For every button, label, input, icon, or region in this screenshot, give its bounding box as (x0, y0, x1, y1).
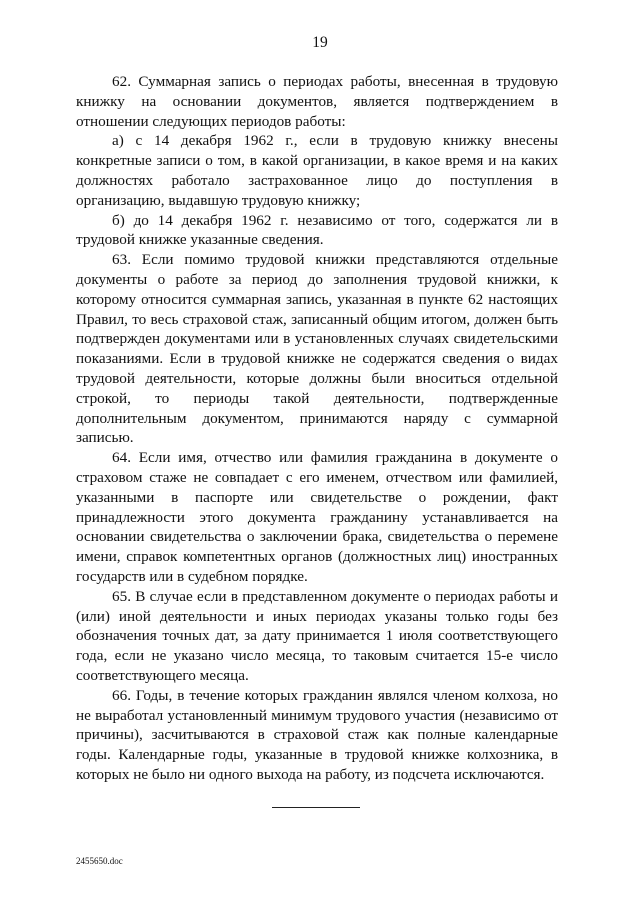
paragraph-64: 64. Если имя, отчество или фамилия гражданина в документе о страховом стаже не совпадает с его именем, отчеством или фамилией, указанными в паспорте или свидетельстве о рождении, факт принадлежности этого документа гражданину устанавливается на основании свидетельства о заключении брака, свидетельства о перемене имени, справок компетентных органов (должностных лиц) иностранных государств или в судебном порядке. (76, 449, 558, 585)
end-separator-line (272, 807, 360, 808)
document-body (76, 72, 558, 785)
document-file-id: 2455650.doc (76, 856, 123, 866)
page-number: 19 (312, 34, 328, 51)
paragraph-62-item-a: а) с 14 декабря 1962 г., если в трудовую книжку внесены конкретные записи о том, в какой организации, в какое время и на каких должностях работало застрахованное лицо до поступления в организацию, выдавшую трудовую книжку; (76, 132, 558, 209)
paragraph-65: 65. В случае если в представленном документе о периодах работы и (или) иной деятельности и иных периодах указаны только годы без обозначения точных дат, за дату принимается 1 июля соответствующего года, если не указано число месяца, то таковым считается 15-е число соответствующего месяца. (76, 587, 558, 684)
paragraph-63: 63. Если помимо трудовой книжки представляются отдельные документы о работе за период до заполнения трудовой книжки, к которому относится суммарная запись, указанная в пункте 62 настоящих Правил, то весь страховой стаж, записанный общим итогом, должен быть подтвержден документами или в установленных случаях свидетельскими показаниями. Если в трудовой книжке не содержатся сведения о видах трудовой деятельности, которые должны были вноситься отдельной строкой, то периоды такой деятельности, подтвержденные дополнительным документом, принимаются наряду с суммарной записью. (76, 251, 558, 447)
paragraph-66: 66. Годы, в течение которых гражданин являлся членом колхоза, но не выработал установленный минимум трудового участия (независимо от причины), засчитываются в страховой стаж как полные календарные годы. Календарные годы, указанные в трудовой книжке колхозника, в которых не было ни одного выхода на работу, из подсчета исключаются. (76, 686, 558, 783)
paragraph-62: 62. Суммарная запись о периодах работы, внесенная в трудовую книжку на основании документов, является подтверждением в отношении следующих периодов работы: (76, 73, 558, 130)
paragraph-62-item-b: б) до 14 декабря 1962 г. независимо от того, содержатся ли в трудовой книжке указанные сведения. (76, 211, 558, 249)
